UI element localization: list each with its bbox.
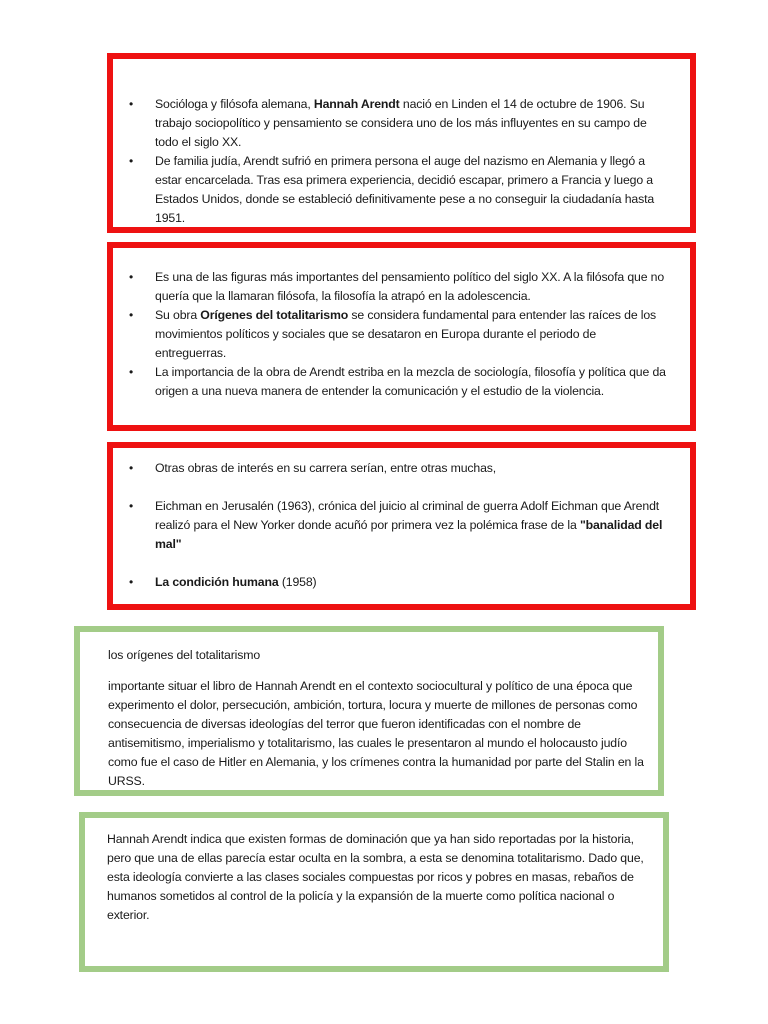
emphasized-text: "banalidad del mal"	[155, 518, 663, 551]
list-item	[113, 306, 668, 363]
list-item	[113, 459, 668, 478]
other-works-list	[113, 459, 668, 592]
text-run: Eichman en Jerusalén (1963), crónica del juicio al criminal de guerra Adolf Eichman que Arendt realizó para el New Yorker donde acuñó por primera vez la polémica frase de la	[155, 499, 660, 532]
emphasized-text: Hannah Arendt	[313, 97, 400, 111]
importance-list	[113, 268, 668, 401]
text-run: Otras obras de interés en su carrera serían, entre otras muchas,	[155, 461, 497, 475]
totalitarianism-origins-box	[74, 626, 664, 796]
text-run: nació en Linden el 14 de octubre de 1906. Su trabajo sociopolítico y pensamiento se considera uno de los más influyentes en su campo de todo el siglo XX.	[155, 97, 647, 149]
text-run: Socióloga y filósofa alemana,	[155, 97, 314, 111]
text-run: De familia judía, Arendt sufrió en primera persona el auge del nazismo en Alemania y llegó a estar encarcelada. Tras esa primera experiencia, decidió escapar, primero a Francia y luego a Estados Unidos, donde se estableció definitivamente pese a no conseguir la ciudadanía hasta 1951.	[155, 154, 655, 225]
emphasized-text: Orígenes del totalitarismo	[200, 308, 349, 322]
domination-box	[79, 812, 669, 972]
text-run: (1958)	[278, 575, 317, 589]
list-item	[113, 152, 668, 228]
list-item	[113, 95, 668, 152]
other-works-box	[107, 442, 696, 610]
text-run: Es una de las figuras más importantes del pensamiento político del siglo XX. A la filósofa que no quería que la llamaran filósofa, la filosofía la atrapó en la adolescencia.	[155, 270, 665, 303]
list-item	[113, 268, 668, 306]
text-run: se considera fundamental para entender las raíces de los movimientos políticos y sociales que se desataron en Europa durante el periodo de entreguerras.	[155, 308, 657, 360]
section-paragraph: Hannah Arendt indica que existen formas de dominación que ya han sido reportadas por la historia, pero que una de ellas parecía estar oculta en la sombra, a esta se denomina totalitarismo. Dado que, esta ideología convierte a las clases sociales compuestas por ricos y pobres en masas, rebaños de humanos sometidos al control de la policía y la expansión de la muerte como política nacional o exterior.	[107, 832, 644, 922]
list-item	[113, 573, 668, 592]
list-item	[113, 363, 668, 401]
text-run: La importancia de la obra de Arendt estriba en la mezcla de sociología, filosofía y política que da origen a una nueva manera de entender la comunicación y el estudio de la violencia.	[155, 365, 666, 398]
importance-box	[107, 242, 696, 431]
emphasized-text: La condición humana	[155, 575, 279, 589]
biography-list	[113, 95, 668, 228]
section-paragraph: importante situar el libro de Hannah Arendt en el contexto sociocultural y político de una época que experimento el dolor, persecución, ambición, tortura, locura y muerte de millones de personas como consecuencia de diversas ideologías del terror que fueron identificadas con el nombre de antisemitismo, imperialismo y totalitarismo, las cuales le presentaron al mundo el holocausto judío como fue el caso de Hitler en Alemania, y los crímenes contra la humanidad por parte del Stalin en la URSS.	[108, 679, 644, 788]
biography-box	[107, 53, 696, 233]
section-title: los orígenes del totalitarismo	[108, 648, 261, 662]
text-run: Su obra	[155, 308, 201, 322]
list-item	[113, 497, 668, 554]
